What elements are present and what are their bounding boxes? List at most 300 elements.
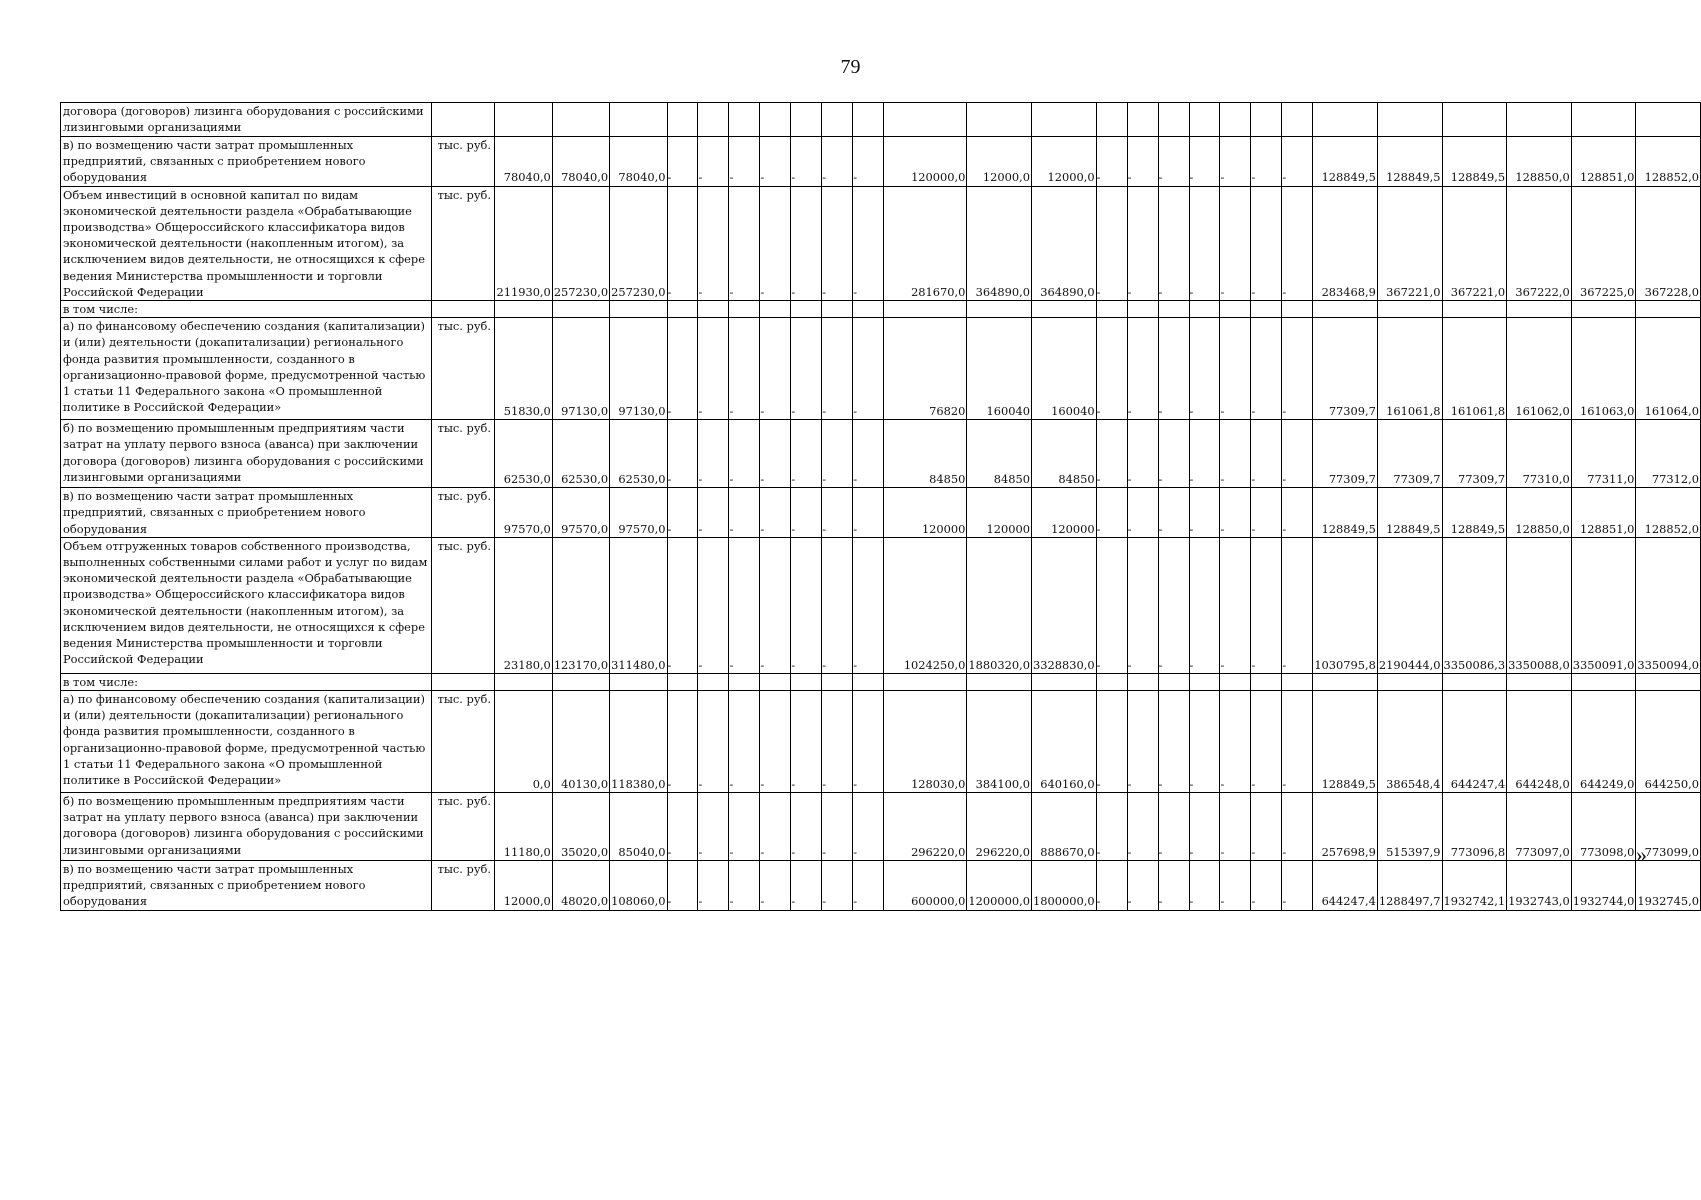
value-cell: - [1282, 137, 1313, 187]
value-cell: - [1127, 793, 1158, 861]
row-unit: тыс. руб. [431, 691, 495, 793]
value-cell: 128030,0 [884, 691, 967, 793]
value-cell: 3350091,0 [1571, 537, 1636, 673]
value-cell [1220, 103, 1251, 137]
value-cell: - [1220, 488, 1251, 538]
value-cell: 51830,0 [495, 318, 552, 420]
row-unit: тыс. руб. [431, 488, 495, 538]
table-row [61, 103, 1701, 137]
value-cell: - [791, 488, 822, 538]
value-cell [1507, 301, 1572, 318]
value-cell: 386548,4 [1377, 691, 1442, 793]
value-cell: - [1189, 420, 1220, 488]
value-cell: 62530,0 [610, 420, 667, 488]
value-cell [1282, 673, 1313, 690]
value-cell: 600000,0 [884, 861, 967, 911]
value-cell [884, 673, 967, 690]
value-cell: - [853, 691, 884, 793]
value-cell: 128849,5 [1313, 137, 1378, 187]
value-cell: 128849,5 [1313, 691, 1378, 793]
value-cell: 120000 [1032, 488, 1097, 538]
value-cell [1251, 103, 1282, 137]
value-cell: - [853, 420, 884, 488]
value-cell: - [1251, 137, 1282, 187]
table-row [61, 793, 1701, 861]
value-cell: 640160,0 [1032, 691, 1097, 793]
value-cell: 84850 [884, 420, 967, 488]
value-cell: - [729, 420, 760, 488]
value-cell: 515397,9 [1377, 793, 1442, 861]
table-row [61, 673, 1701, 690]
value-cell [1313, 673, 1378, 690]
value-cell: 296220,0 [967, 793, 1032, 861]
value-cell: - [1251, 186, 1282, 300]
value-cell: - [1127, 537, 1158, 673]
value-cell: - [760, 861, 791, 911]
value-cell [1571, 103, 1636, 137]
value-cell [729, 301, 760, 318]
value-cell: 161064,0 [1636, 318, 1701, 420]
row-label: а) по финансовому обеспечению создания (капитализации) и (или) деятельности (докапитализации) регионального фонда развития промышленности, созданного в организационно-правовой форме, предусмотренной частью 1 статьи 11 Федерального закона «О промышленной политике в Российской Федерации» [61, 691, 432, 793]
value-cell: - [1158, 420, 1189, 488]
value-cell: - [1096, 691, 1127, 793]
table-row [61, 537, 1701, 673]
value-cell: - [822, 488, 853, 538]
value-cell: 128849,5 [1442, 488, 1507, 538]
value-cell [729, 673, 760, 690]
value-cell [1158, 301, 1189, 318]
value-cell: - [760, 537, 791, 673]
value-cell: 77312,0 [1636, 420, 1701, 488]
value-cell: - [698, 861, 729, 911]
row-label: Объем инвестиций в основной капитал по видам экономической деятельности раздела «Обрабатывающие производства» Общероссийского классификатора видов экономической деятельности (накопленным итогом), за исключением видов деятельности, не относящихся к сфере ведения Министерства промышленности и торговли Российской Федерации [61, 186, 432, 300]
value-cell [495, 103, 552, 137]
value-cell: - [822, 537, 853, 673]
value-cell: 118380,0 [610, 691, 667, 793]
value-cell [1377, 673, 1442, 690]
value-cell: - [1158, 186, 1189, 300]
value-cell: - [667, 861, 698, 911]
row-unit: тыс. руб. [431, 137, 495, 187]
value-cell: 367228,0 [1636, 186, 1701, 300]
value-cell: 128852,0 [1636, 137, 1701, 187]
value-cell: - [1220, 537, 1251, 673]
value-cell: - [1158, 691, 1189, 793]
value-cell [1282, 103, 1313, 137]
value-cell: 384100,0 [967, 691, 1032, 793]
value-cell: - [1189, 488, 1220, 538]
value-cell: - [1127, 137, 1158, 187]
value-cell: 123170,0 [552, 537, 609, 673]
value-cell [853, 103, 884, 137]
value-cell [1636, 103, 1701, 137]
value-cell [552, 103, 609, 137]
value-cell: - [791, 691, 822, 793]
value-cell: 888670,0 [1032, 793, 1097, 861]
value-cell: 1932745,0 [1636, 861, 1701, 911]
value-cell: - [1220, 318, 1251, 420]
value-cell: - [822, 318, 853, 420]
value-cell: - [698, 318, 729, 420]
value-cell [760, 103, 791, 137]
value-cell [667, 673, 698, 690]
value-cell [1189, 673, 1220, 690]
value-cell [967, 673, 1032, 690]
value-cell: 281670,0 [884, 186, 967, 300]
value-cell: 1024250,0 [884, 537, 967, 673]
value-cell [1032, 673, 1097, 690]
value-cell: - [667, 691, 698, 793]
value-cell: - [760, 691, 791, 793]
value-cell: 62530,0 [552, 420, 609, 488]
value-cell: - [729, 186, 760, 300]
value-cell: - [1282, 318, 1313, 420]
value-cell: 644248,0 [1507, 691, 1572, 793]
value-cell: - [1158, 488, 1189, 538]
value-cell [853, 673, 884, 690]
value-cell: 120000 [967, 488, 1032, 538]
value-cell: 108060,0 [610, 861, 667, 911]
value-cell: - [822, 793, 853, 861]
value-cell [791, 103, 822, 137]
value-cell: - [1189, 186, 1220, 300]
value-cell [1189, 301, 1220, 318]
value-cell [1096, 103, 1127, 137]
value-cell: 0,0 [495, 691, 552, 793]
value-cell: 3328830,0 [1032, 537, 1097, 673]
value-cell: 97570,0 [610, 488, 667, 538]
value-cell [1032, 301, 1097, 318]
value-cell: 128849,5 [1442, 137, 1507, 187]
value-cell: 62530,0 [495, 420, 552, 488]
value-cell: 644247,4 [1442, 691, 1507, 793]
table-row [61, 420, 1701, 488]
row-unit: тыс. руб. [431, 186, 495, 300]
value-cell [495, 301, 552, 318]
value-cell: - [1158, 318, 1189, 420]
value-cell: 211930,0 [495, 186, 552, 300]
value-cell: - [853, 537, 884, 673]
value-cell: - [1158, 861, 1189, 911]
row-label: в) по возмещению части затрат промышленных предприятий, связанных с приобретением нового оборудования [61, 861, 432, 911]
value-cell [1377, 301, 1442, 318]
value-cell [667, 103, 698, 137]
value-cell [1220, 673, 1251, 690]
value-cell: 84850 [1032, 420, 1097, 488]
value-cell [1096, 301, 1127, 318]
value-cell [729, 103, 760, 137]
value-cell: - [667, 793, 698, 861]
value-cell [698, 301, 729, 318]
value-cell [822, 301, 853, 318]
value-cell [791, 673, 822, 690]
value-cell: 161061,8 [1377, 318, 1442, 420]
value-cell [1442, 103, 1507, 137]
value-cell: - [729, 537, 760, 673]
value-cell: - [1251, 691, 1282, 793]
value-cell: - [791, 420, 822, 488]
row-unit [431, 673, 495, 690]
value-cell [967, 301, 1032, 318]
value-cell [760, 673, 791, 690]
value-cell: 3350094,0 [1636, 537, 1701, 673]
value-cell: 773097,0 [1507, 793, 1572, 861]
value-cell: 77309,7 [1442, 420, 1507, 488]
value-cell: - [667, 186, 698, 300]
value-cell: - [667, 420, 698, 488]
row-unit: тыс. руб. [431, 420, 495, 488]
value-cell: 120000,0 [884, 137, 967, 187]
value-cell: - [822, 861, 853, 911]
value-cell: - [1251, 420, 1282, 488]
value-cell [1127, 103, 1158, 137]
value-cell: 48020,0 [552, 861, 609, 911]
value-cell: - [1096, 861, 1127, 911]
value-cell: - [1282, 488, 1313, 538]
value-cell: - [1096, 318, 1127, 420]
row-unit [431, 301, 495, 318]
value-cell [822, 673, 853, 690]
value-cell: - [667, 318, 698, 420]
value-cell: - [698, 186, 729, 300]
table-row [61, 861, 1701, 911]
value-cell: 97570,0 [495, 488, 552, 538]
value-cell: - [1220, 137, 1251, 187]
value-cell: 773099,0 [1636, 793, 1701, 861]
value-cell [1571, 673, 1636, 690]
value-cell: - [822, 137, 853, 187]
value-cell: - [698, 537, 729, 673]
value-cell: - [698, 691, 729, 793]
indicator-table [60, 102, 1701, 911]
value-cell: 1932743,0 [1507, 861, 1572, 911]
value-cell: - [1282, 537, 1313, 673]
value-cell: 97130,0 [552, 318, 609, 420]
value-cell: 367221,0 [1442, 186, 1507, 300]
row-label: в) по возмещению части затрат промышленных предприятий, связанных с приобретением нового оборудования [61, 137, 432, 187]
value-cell: 364890,0 [967, 186, 1032, 300]
value-cell: 160040 [967, 318, 1032, 420]
value-cell: - [1189, 691, 1220, 793]
value-cell: - [853, 186, 884, 300]
value-cell: - [791, 793, 822, 861]
row-unit [431, 103, 495, 137]
row-unit: тыс. руб. [431, 861, 495, 911]
value-cell: - [1282, 793, 1313, 861]
value-cell: - [1220, 420, 1251, 488]
value-cell [610, 301, 667, 318]
value-cell [1313, 301, 1378, 318]
value-cell [791, 301, 822, 318]
value-cell: 367225,0 [1571, 186, 1636, 300]
row-unit: тыс. руб. [431, 318, 495, 420]
value-cell [1096, 673, 1127, 690]
value-cell: - [1189, 793, 1220, 861]
value-cell: - [729, 318, 760, 420]
value-cell: - [853, 861, 884, 911]
value-cell: - [1189, 137, 1220, 187]
value-cell: - [760, 793, 791, 861]
value-cell: 97130,0 [610, 318, 667, 420]
value-cell [1220, 301, 1251, 318]
value-cell: - [1158, 537, 1189, 673]
value-cell: - [698, 137, 729, 187]
value-cell: - [1096, 793, 1127, 861]
value-cell [1313, 103, 1378, 137]
value-cell: - [1282, 420, 1313, 488]
value-cell: - [1158, 793, 1189, 861]
value-cell [1127, 301, 1158, 318]
value-cell: 1932742,1 [1442, 861, 1507, 911]
value-cell: - [760, 137, 791, 187]
value-cell [667, 301, 698, 318]
value-cell [884, 301, 967, 318]
value-cell: - [1251, 861, 1282, 911]
value-cell: - [1127, 488, 1158, 538]
value-cell: - [698, 793, 729, 861]
value-cell [1507, 103, 1572, 137]
value-cell: - [729, 488, 760, 538]
value-cell: 2190444,0 [1377, 537, 1442, 673]
value-cell: - [667, 537, 698, 673]
value-cell: 128849,5 [1313, 488, 1378, 538]
value-cell [760, 301, 791, 318]
value-cell: 128851,0 [1571, 488, 1636, 538]
value-cell: - [1251, 793, 1282, 861]
value-cell: - [791, 186, 822, 300]
value-cell [495, 673, 552, 690]
value-cell: 773098,0 [1571, 793, 1636, 861]
value-cell [853, 301, 884, 318]
table-row [61, 137, 1701, 187]
value-cell: 311480,0 [610, 537, 667, 673]
value-cell: 3350088,0 [1507, 537, 1572, 673]
value-cell: - [667, 137, 698, 187]
value-cell: - [791, 318, 822, 420]
value-cell [1636, 301, 1701, 318]
value-cell: - [729, 861, 760, 911]
value-cell: 257230,0 [610, 186, 667, 300]
value-cell: - [1096, 186, 1127, 300]
value-cell [1282, 301, 1313, 318]
value-cell: - [1282, 691, 1313, 793]
value-cell: 644249,0 [1571, 691, 1636, 793]
value-cell: - [698, 420, 729, 488]
value-cell [1158, 673, 1189, 690]
value-cell: 97570,0 [552, 488, 609, 538]
value-cell: - [1251, 488, 1282, 538]
value-cell: - [1127, 420, 1158, 488]
value-cell [1158, 103, 1189, 137]
value-cell: 128849,5 [1377, 488, 1442, 538]
value-cell: 1200000,0 [967, 861, 1032, 911]
value-cell [698, 103, 729, 137]
value-cell [1251, 673, 1282, 690]
value-cell: - [729, 691, 760, 793]
value-cell: 1030795,8 [1313, 537, 1378, 673]
value-cell: 367221,0 [1377, 186, 1442, 300]
closing-quote-mark: » [1636, 842, 1647, 867]
value-cell [1377, 103, 1442, 137]
page-number: 79 [840, 56, 861, 78]
value-cell: - [1127, 691, 1158, 793]
value-cell: - [1282, 186, 1313, 300]
value-cell [822, 103, 853, 137]
value-cell: - [822, 691, 853, 793]
value-cell: - [760, 318, 791, 420]
value-cell: 12000,0 [967, 137, 1032, 187]
value-cell: 1880320,0 [967, 537, 1032, 673]
value-cell: - [760, 186, 791, 300]
value-cell: 1288497,7 [1377, 861, 1442, 911]
value-cell: 77309,7 [1313, 420, 1378, 488]
value-cell [967, 103, 1032, 137]
row-label: в) по возмещению части затрат промышленных предприятий, связанных с приобретением нового оборудования [61, 488, 432, 538]
value-cell: 35020,0 [552, 793, 609, 861]
value-cell [1127, 673, 1158, 690]
value-cell [552, 673, 609, 690]
row-label: в том числе: [61, 673, 432, 690]
value-cell: - [1220, 793, 1251, 861]
row-label: а) по финансовому обеспечению создания (капитализации) и (или) деятельности (докапитализации) регионального фонда развития промышленности, созданного в организационно-правовой форме, предусмотренной частью 1 статьи 11 Федерального закона «О промышленной политике в Российской Федерации» [61, 318, 432, 420]
table-row [61, 318, 1701, 420]
value-cell: - [1220, 186, 1251, 300]
value-cell: 128852,0 [1636, 488, 1701, 538]
value-cell: - [729, 137, 760, 187]
value-cell: - [853, 793, 884, 861]
value-cell: - [1189, 861, 1220, 911]
row-unit: тыс. руб. [431, 537, 495, 673]
value-cell: 128851,0 [1571, 137, 1636, 187]
value-cell: 120000 [884, 488, 967, 538]
row-label: б) по возмещению промышленным предприятиям части затрат на уплату первого взноса (аванса) при заключении договора (договоров) лизинга оборудования с российскими лизинговыми организациями [61, 793, 432, 861]
value-cell: - [1251, 537, 1282, 673]
value-cell: 367222,0 [1507, 186, 1572, 300]
value-cell: 77311,0 [1571, 420, 1636, 488]
value-cell: 84850 [967, 420, 1032, 488]
table-row [61, 301, 1701, 318]
value-cell: - [822, 186, 853, 300]
value-cell: 77310,0 [1507, 420, 1572, 488]
value-cell: 11180,0 [495, 793, 552, 861]
value-cell [1571, 301, 1636, 318]
value-cell: 12000,0 [495, 861, 552, 911]
value-cell: - [1220, 691, 1251, 793]
table-row [61, 186, 1701, 300]
value-cell [1507, 673, 1572, 690]
value-cell: 78040,0 [495, 137, 552, 187]
value-cell: - [1251, 318, 1282, 420]
value-cell: 3350086,3 [1442, 537, 1507, 673]
value-cell: 283468,9 [1313, 186, 1378, 300]
value-cell: - [1127, 318, 1158, 420]
value-cell: - [1158, 137, 1189, 187]
value-cell: 78040,0 [552, 137, 609, 187]
value-cell: - [853, 137, 884, 187]
value-cell: 128850,0 [1507, 137, 1572, 187]
value-cell: 161063,0 [1571, 318, 1636, 420]
value-cell: 773096,8 [1442, 793, 1507, 861]
value-cell: 76820 [884, 318, 967, 420]
value-cell [1251, 301, 1282, 318]
value-cell: 644250,0 [1636, 691, 1701, 793]
value-cell [1442, 673, 1507, 690]
value-cell: - [729, 793, 760, 861]
row-label: договора (договоров) лизинга оборудования с российскими лизинговыми организациями [61, 103, 432, 137]
value-cell: - [1189, 318, 1220, 420]
value-cell: - [822, 420, 853, 488]
value-cell: 161061,8 [1442, 318, 1507, 420]
